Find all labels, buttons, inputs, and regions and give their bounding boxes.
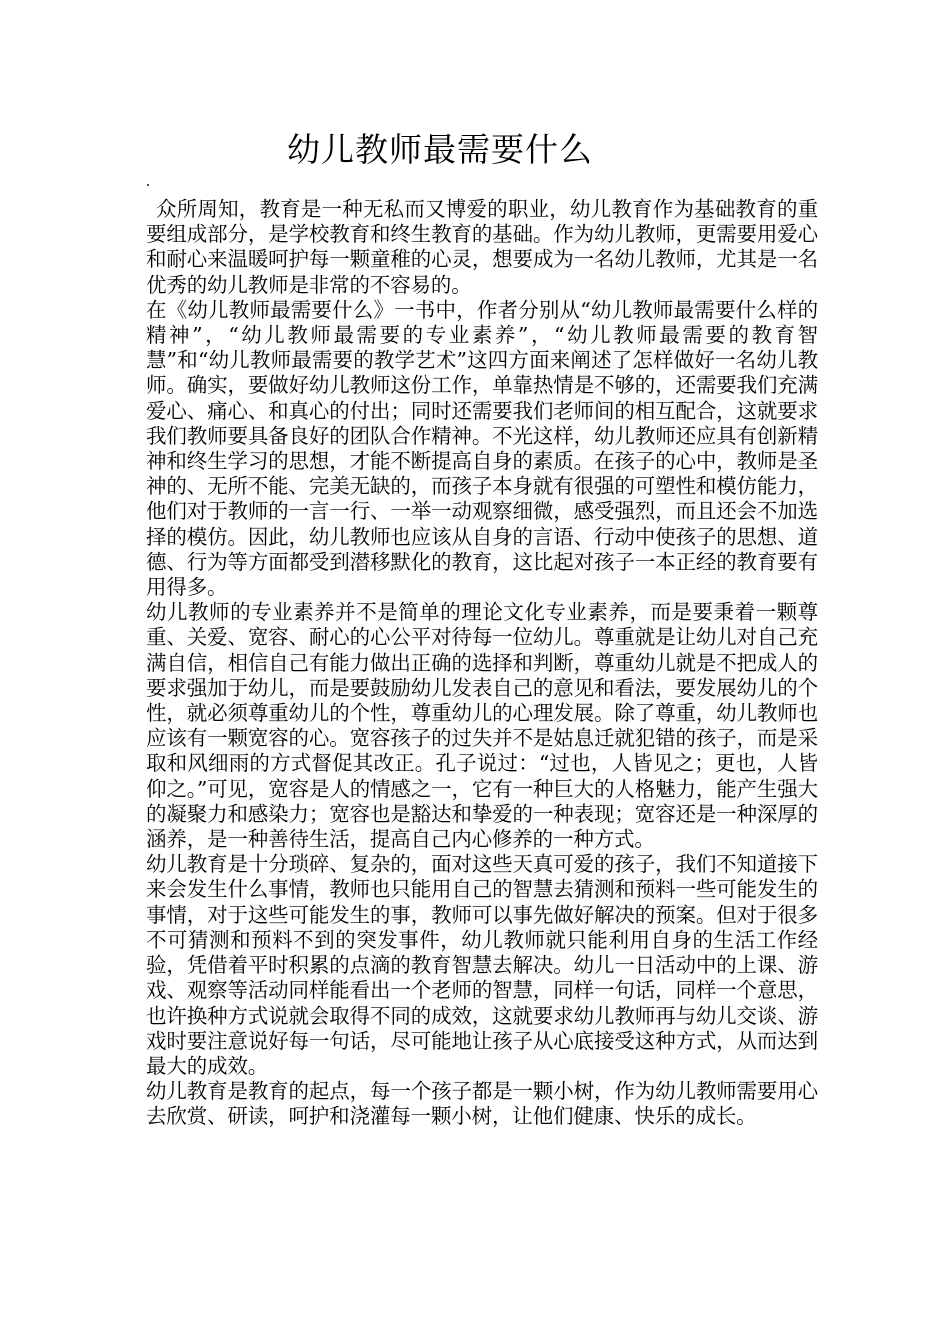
paragraph-intro: 众所周知，教育是一种无私而又博爱的职业，幼儿教育作为基础教育的重要组成部分，是学校教育和终生教育的基础。作为幼儿教师，更需要用爱心和耐心来温暖呵护每一颗童稚的心灵，想要成为一名幼儿教师，尤其是一名优秀的幼儿教师是非常的不容易的。 bbox=[146, 197, 818, 297]
paragraph-education-wisdom: 幼儿教育是十分琐碎、复杂的，面对这些天真可爱的孩子，我们不知道接下来会发生什么事情，教师也只能用自己的智慧去猜测和预料一些可能发生的事情，对于这些可能发生的事，教师可以事先做好解决的预案。但对于很多不可猜测和预料不到的突发事件，幼儿教师就只能利用自身的生活工作经验，凭借着平时积累的点滴的教育智慧去解决。幼儿一日活动中的上课、游戏、观察等活动同样能看出一个老师的智慧，同样一句话，同样一个意思，也许换种方式说就会取得不同的成效，这就要求幼儿教师再与幼儿交谈、游戏时要注意说好每一句话，尽可能地让孩子从心底接受这种方式，从而达到最大的成效。 bbox=[146, 852, 818, 1078]
paragraph-professional-quality: 幼儿教师的专业素养并不是简单的理论文化专业素养，而是要秉着一颗尊重、关爱、宽容、耐心的心公平对待每一位幼儿。尊重就是让幼儿对自己充满自信，相信自己有能力做出正确的选择和判断，尊重幼儿就是不把成人的要求强加于幼儿，而是要鼓励幼儿发表自己的意见和看法，要发展幼儿的个性，就必须尊重幼儿的个性，尊重幼儿的心理发展。除了尊重，幼儿教师也应该有一颗宽容的心。宽容孩子的过失并不是姑息迁就犯错的孩子，而是采取和风细雨的方式督促其改正。孔子说过：“过也，人皆见之；更也，人皆仰之。”可见，宽容是人的情感之一，它有一种巨大的人格魅力，能产生强大的凝聚力和感染力；宽容也是豁达和挚爱的一种表现；宽容还是一种深厚的涵养，是一种善待生活，提高自己内心修养的一种方式。 bbox=[146, 600, 818, 852]
document-title: 幼儿教师最需要什么 bbox=[287, 130, 593, 169]
paragraph-book-summary: 在《幼儿教师最需要什么》一书中，作者分别从“幼儿教师最需要什么样的精神”，“幼儿教师最需要的专业素养”，“幼儿教师最需要的教育智慧”和“幼儿教师最需要的教学艺术”这四方面来阐述了怎样做好一名幼儿教师。确实，要做好幼儿教师这份工作，单靠热情是不够的，还需要我们充满爱心、痛心、和真心的付出；同时还需要我们老师间的相互配合，这就要求我们教师要具备良好的团队合作精神。不光这样，幼儿教师还应具有创新精神和终生学习的思想，才能不断提高自身的素质。在孩子的心中，教师是圣神的、无所不能、完美无缺的，而孩子本身就有很强的可塑性和模仿能力，他们对于教师的一言一行、一举一动观察细微，感受强烈，而且还会不加选择的模仿。因此，幼儿教师也应该从自身的言语、行动中使孩子的思想、道德、行为等方面都受到潜移默化的教育，这比起对孩子一本正经的教育要有用得多。 bbox=[146, 297, 818, 600]
decorative-dot bbox=[147, 184, 149, 186]
paragraph-conclusion: 幼儿教育是教育的起点，每一个孩子都是一颗小树，作为幼儿教师需要用心去欣赏、研读，呵护和浇灌每一颗小树，让他们健康、快乐的成长。 bbox=[146, 1079, 818, 1129]
document-body bbox=[146, 197, 818, 1130]
